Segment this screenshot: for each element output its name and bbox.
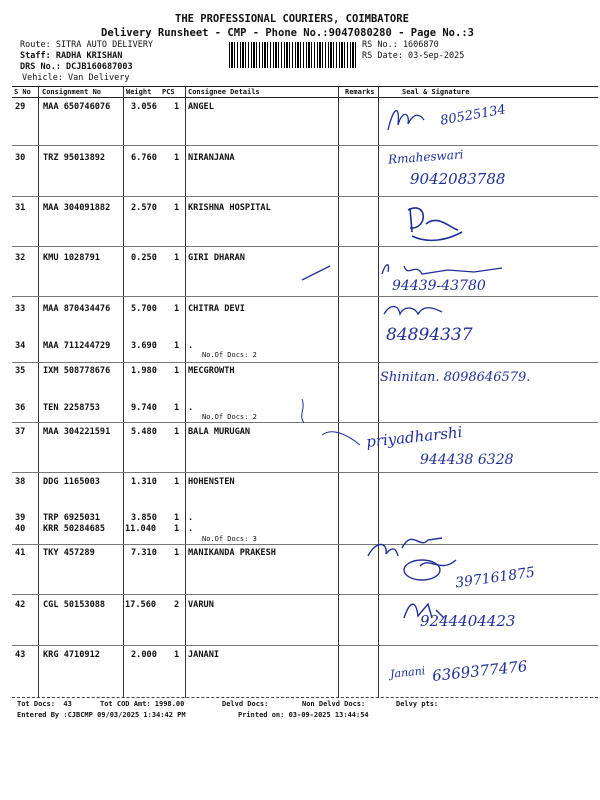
total-docs: Tot Docs: 43 <box>17 700 72 708</box>
row-sno: 31 <box>15 203 26 213</box>
row-consignment: TEN 2258753 <box>43 403 100 413</box>
row-pcs: 1 <box>174 477 180 487</box>
row-consignment: TRP 6925031 <box>43 513 100 523</box>
handwritten-phone: 80525134 <box>439 102 507 129</box>
row-sno: 35 <box>15 366 26 376</box>
row-consignment: MAA 650746076 <box>43 102 111 112</box>
row-rule <box>12 594 598 595</box>
row-consignment: CGL 50153088 <box>43 600 106 610</box>
col-divider <box>38 86 39 698</box>
row-sno: 37 <box>15 427 26 437</box>
handwritten-phone: 944438 6328 <box>420 452 514 468</box>
row-weight: 7.310 <box>131 548 157 558</box>
row-consignee: MECGROWTH <box>188 366 235 376</box>
row-sno: 32 <box>15 253 26 263</box>
row-consignment: MAA 304221591 <box>43 427 111 437</box>
row-pcs: 2 <box>174 600 180 610</box>
handwritten-phone: 9042083788 <box>410 170 506 188</box>
row-pcs: 1 <box>174 203 180 213</box>
row-consignment: KRG 4710912 <box>43 650 100 660</box>
row-consignee: NIRANJANA <box>188 153 235 163</box>
row-weight: 3.690 <box>131 341 157 351</box>
row-weight: 5.700 <box>131 304 157 314</box>
row-sno: 33 <box>15 304 26 314</box>
row-consignee: . <box>188 524 194 534</box>
row-consignee: VARUN <box>188 600 214 610</box>
row-sno: 38 <box>15 477 26 487</box>
row-pcs: 1 <box>174 253 180 263</box>
row-weight: 5.480 <box>131 427 157 437</box>
row-pcs: 1 <box>174 650 180 660</box>
row-weight: 11.040 <box>125 524 157 534</box>
col-divider <box>123 86 124 698</box>
row-consignee: ANGEL <box>188 102 214 112</box>
row-docs-note: No.Of Docs: 2 <box>202 413 257 421</box>
row-rule <box>12 296 598 297</box>
row-rule <box>12 472 598 473</box>
row-rule <box>12 246 598 247</box>
row-consignment: TRZ 95013892 <box>43 153 106 163</box>
delivered-docs: Delvd Docs: <box>222 700 269 708</box>
row-consignee: JANANI <box>188 650 220 660</box>
drs-label: DRS No.: DCJB160687003 <box>20 62 133 72</box>
row-consignment: IXM 508778676 <box>43 366 111 376</box>
row-consignee: MANIKANDA PRAKESH <box>188 548 276 558</box>
row-consignment: KRR 50284685 <box>43 524 106 534</box>
col-divider <box>185 86 186 698</box>
row-docs-note: No.Of Docs: 2 <box>202 351 257 359</box>
row-weight: 3.056 <box>131 102 157 112</box>
row-sno: 43 <box>15 650 26 660</box>
header-bottom-rule <box>12 97 598 98</box>
row-pcs: 1 <box>174 153 180 163</box>
non-delivered-docs: Non Delvd Docs: <box>302 700 366 708</box>
row-consignment: MAA 870434476 <box>43 304 111 314</box>
handwritten-name: Janani <box>389 664 426 681</box>
row-weight: 0.250 <box>131 253 157 263</box>
row-pcs: 1 <box>174 513 180 523</box>
vehicle-label: Vehicle: Van Delivery <box>22 73 130 83</box>
row-sno: 39 <box>15 513 26 523</box>
row-consignee: HOHENSTEN <box>188 477 235 487</box>
row-consignee: . <box>188 403 194 413</box>
entered-by: Entered By :CJBCMP 09/03/2025 1:34:42 PM <box>17 711 186 719</box>
signature-scribble <box>398 200 468 245</box>
col-sno: S No <box>14 88 31 96</box>
row-rule <box>12 362 598 363</box>
row-weight: 1.980 <box>131 366 157 376</box>
tick-mark <box>300 260 340 285</box>
col-divider <box>338 86 339 698</box>
col-divider <box>378 86 379 698</box>
row-sno: 36 <box>15 403 26 413</box>
row-sno: 42 <box>15 600 26 610</box>
row-pcs: 1 <box>174 427 180 437</box>
handwritten-name-phone: Shinitan. 8098646579. <box>380 370 531 385</box>
handwritten-phone: 84894337 <box>386 325 473 345</box>
row-docs-note: No.Of Docs: 3 <box>202 535 257 543</box>
row-weight: 6.760 <box>131 153 157 163</box>
row-rule <box>12 544 598 545</box>
row-pcs: 1 <box>174 366 180 376</box>
row-sno: 30 <box>15 153 26 163</box>
row-consignee: . <box>188 513 194 523</box>
runsheet-subtitle: Delivery Runsheet - CMP - Phone No.:9047080280 - Page No.:3 <box>101 27 474 39</box>
rs-date: RS Date: 03-Sep-2025 <box>362 51 465 61</box>
row-pcs: 1 <box>174 341 180 351</box>
row-rule <box>12 645 598 646</box>
handwritten-phone: 397161875 <box>454 564 536 592</box>
col-pcs: PCS <box>162 88 175 96</box>
row-consignee: GIRI DHARAN <box>188 253 245 263</box>
col-consignee: Consignee Details <box>188 88 260 96</box>
company-title: THE PROFESSIONAL COURIERS, COIMBATORE <box>175 13 409 25</box>
row-pcs: 1 <box>174 102 180 112</box>
row-weight: 3.850 <box>131 513 157 523</box>
signature-scribble <box>400 548 460 588</box>
handwritten-phone: 6369377476 <box>431 657 529 685</box>
row-consignment: DDG 1165003 <box>43 477 100 487</box>
printed-on: Printed on: 03-09-2025 13:44:54 <box>238 711 369 719</box>
row-consignment: MAA 711244729 <box>43 341 111 351</box>
row-rule <box>12 145 598 146</box>
row-weight: 1.310 <box>131 477 157 487</box>
table-top-rule <box>12 86 598 87</box>
handwritten-name: Rmaheswari <box>387 147 464 167</box>
row-sno: 34 <box>15 341 26 351</box>
barcode-image <box>229 42 357 68</box>
handwritten-name: priyadharshi <box>365 423 464 451</box>
col-weight: Weight <box>126 88 152 96</box>
row-weight: 17.560 <box>125 600 157 610</box>
delivery-points: Delvy pts: <box>396 700 439 708</box>
staff-label: Staff: RADHA KRISHAN <box>20 51 123 61</box>
row-weight: 2.000 <box>131 650 157 660</box>
signature-scribble <box>380 100 440 140</box>
row-weight: 9.740 <box>131 403 157 413</box>
row-pcs: 1 <box>174 548 180 558</box>
handwritten-phone: 9244404423 <box>420 612 516 630</box>
col-consignment: Consignment No <box>42 88 102 96</box>
row-consignment: KMU 1028791 <box>43 253 100 263</box>
row-pcs: 1 <box>174 524 180 534</box>
row-pcs: 1 <box>174 403 180 413</box>
table-bottom-rule <box>12 697 598 698</box>
signature-scribble <box>292 395 372 455</box>
row-consignment: TKY 457289 <box>43 548 95 558</box>
row-rule <box>12 196 598 197</box>
handwritten-phone: 94439-43780 <box>392 278 486 294</box>
row-consignee: CHITRA DEVI <box>188 304 245 314</box>
row-pcs: 1 <box>174 304 180 314</box>
signature-scribble <box>380 300 450 322</box>
route-label: Route: SITRA AUTO DELIVERY <box>20 40 154 50</box>
row-consignee: BALA MURUGAN <box>188 427 251 437</box>
row-sno: 29 <box>15 102 26 112</box>
row-sno: 40 <box>15 524 26 534</box>
col-seal: Seal & Signature <box>402 88 470 96</box>
row-consignee: KRISHNA HOSPITAL <box>188 203 271 213</box>
row-sno: 41 <box>15 548 26 558</box>
row-consignment: MAA 304091882 <box>43 203 111 213</box>
row-consignee: . <box>188 341 194 351</box>
rs-number: RS No.: 1606870 <box>362 40 439 50</box>
total-cod-amount: Tot COD Amt: 1998.00 <box>100 700 185 708</box>
row-weight: 2.570 <box>131 203 157 213</box>
col-remarks: Remarks <box>345 88 375 96</box>
